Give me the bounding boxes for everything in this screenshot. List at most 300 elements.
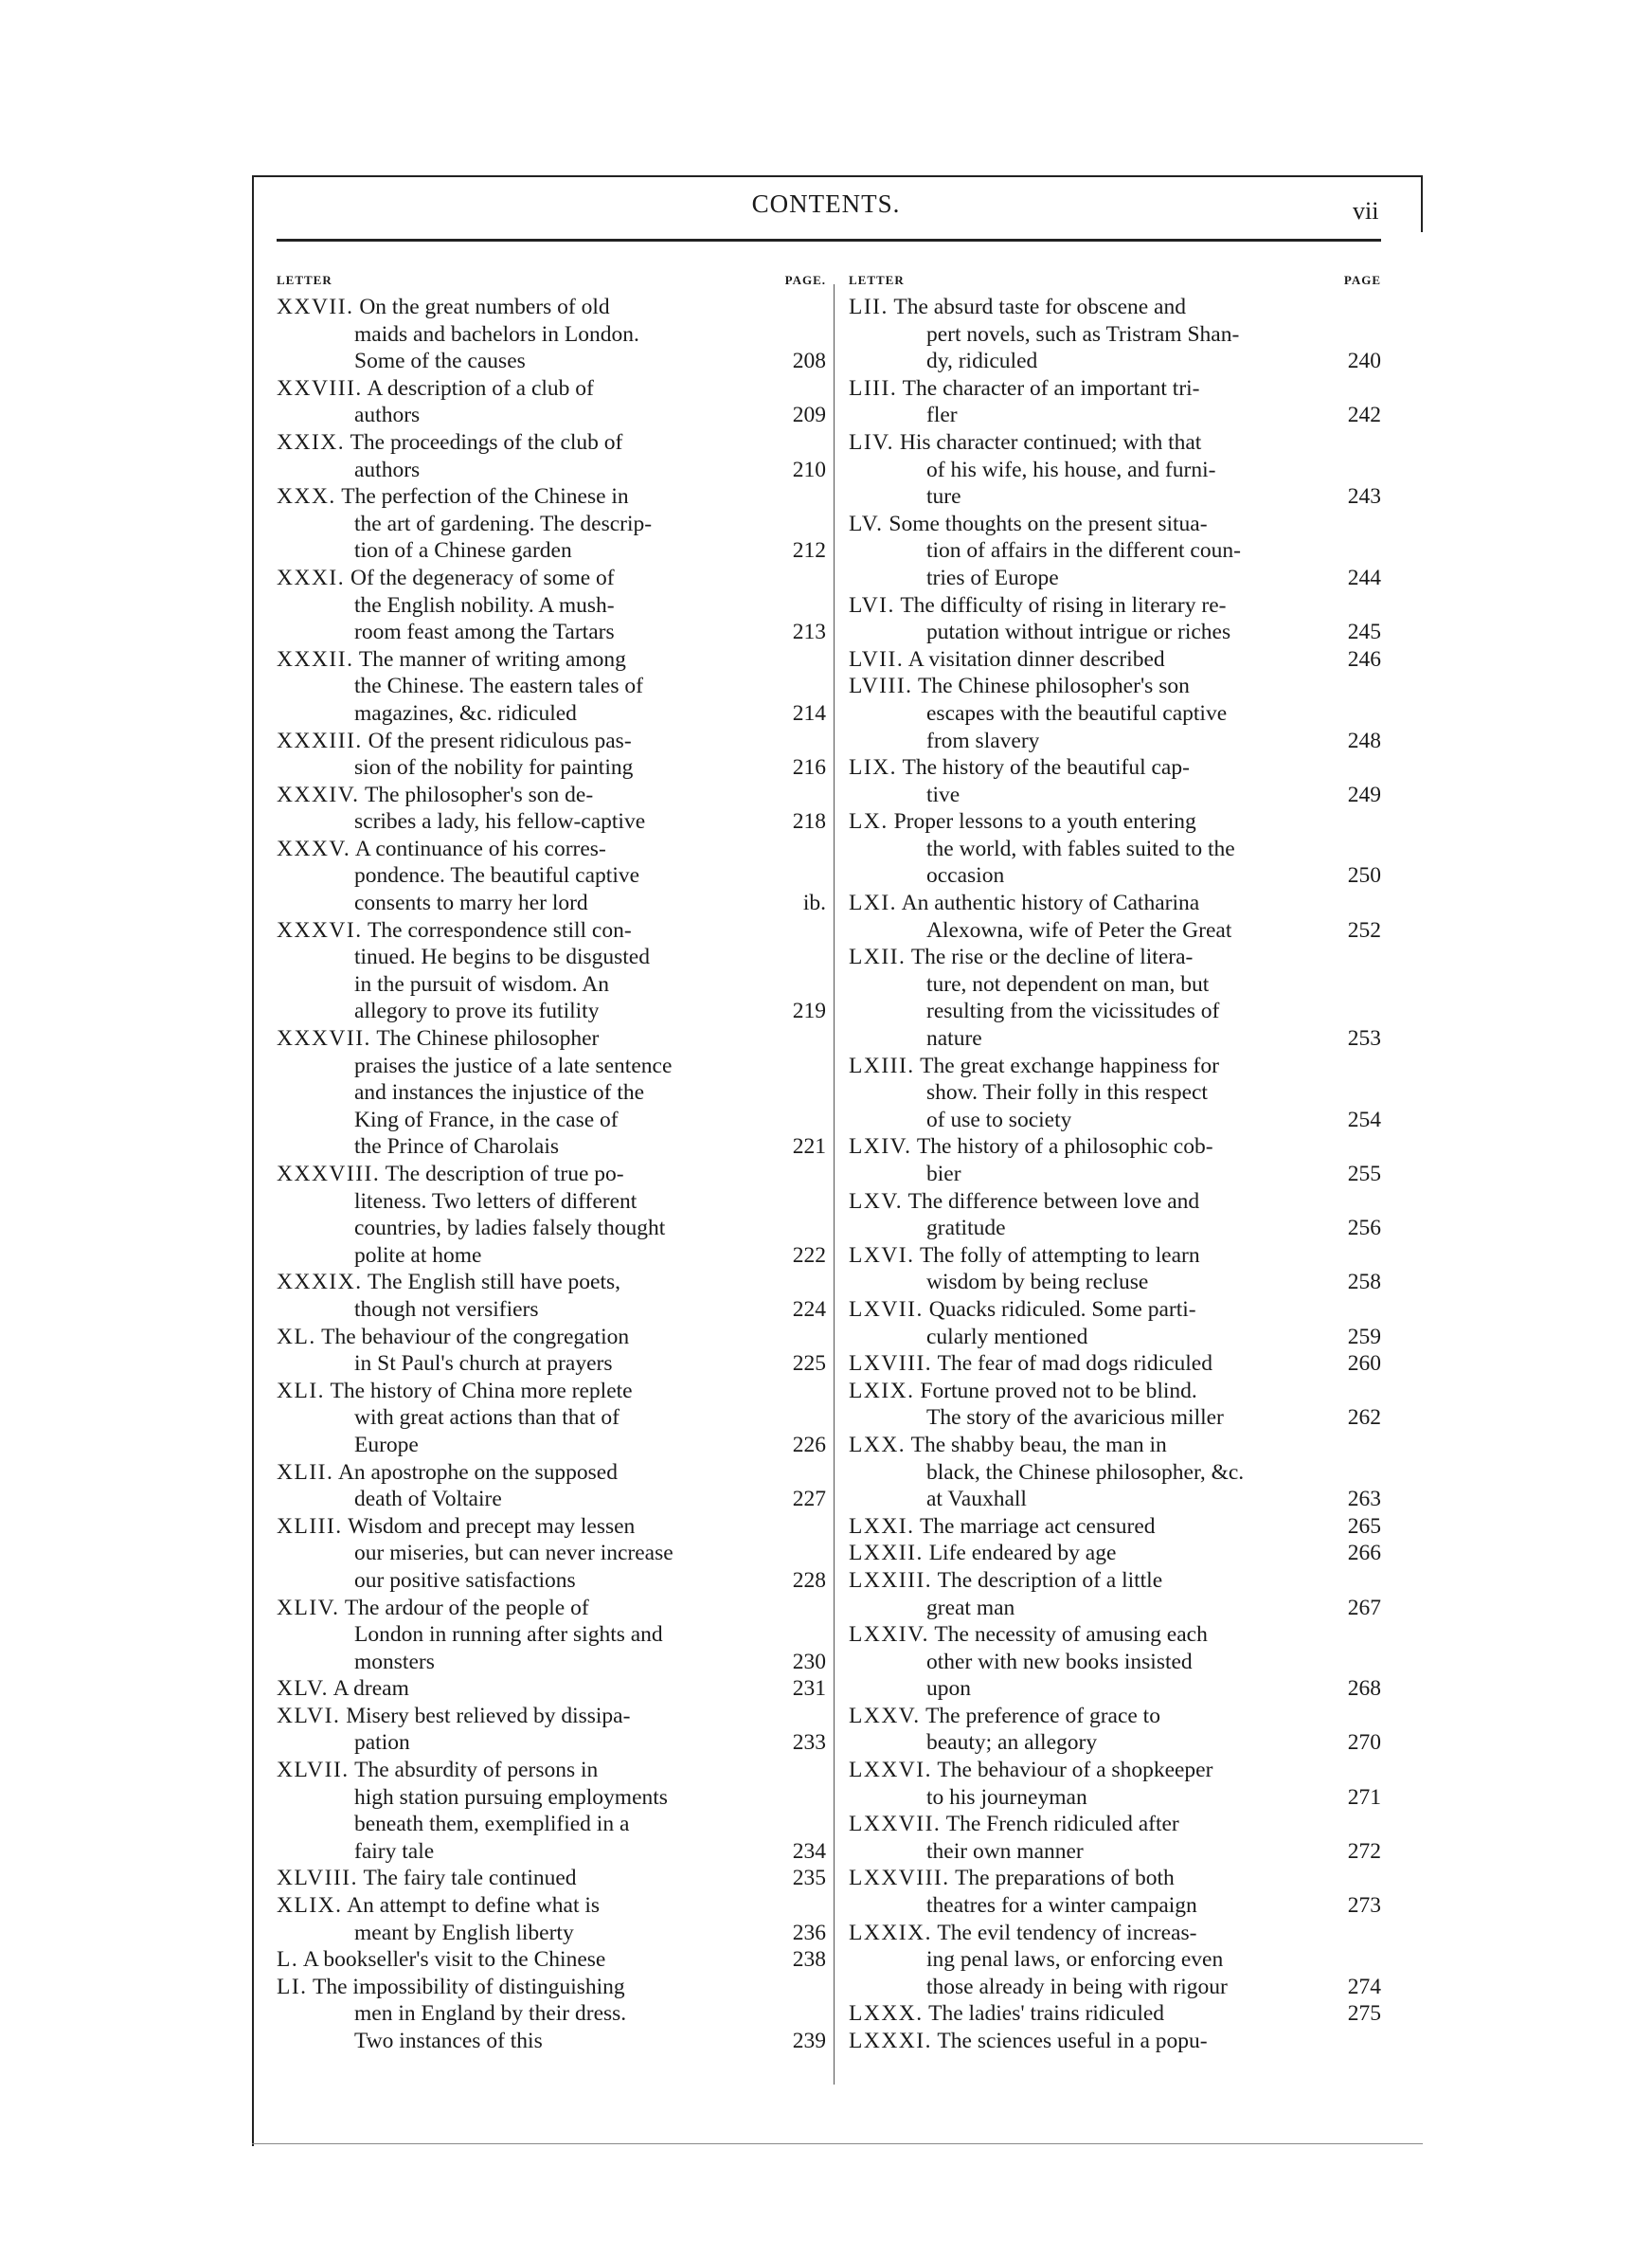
entry-text: in St Paul's church at prayers <box>354 1351 613 1377</box>
entry-text: resulting from the vicissitudes of <box>926 999 1220 1024</box>
entry-text: The character of an important tri- <box>902 375 1200 401</box>
page-ref: 270 <box>1347 1730 1381 1756</box>
entry-text: wisdom by being recluse <box>926 1270 1149 1295</box>
entry-text: the world, with fables suited to the <box>926 836 1235 861</box>
letter-number: LIII. <box>849 375 898 401</box>
contents-column-left <box>277 273 826 2055</box>
toc-entry-line <box>277 673 826 700</box>
toc-entry <box>849 1188 1381 1242</box>
entry-text: An authentic history of Catharina <box>901 891 1200 916</box>
letter-number: XL. <box>277 1324 316 1349</box>
letter-number: LXX. <box>849 1432 907 1457</box>
page-ref: 225 <box>792 1351 826 1377</box>
letter-number: XLI. <box>277 1378 326 1403</box>
toc-entry-line <box>849 511 1381 538</box>
header-underline <box>277 239 1381 242</box>
toc-entry-line <box>849 1459 1381 1487</box>
toc-entry-line <box>849 1079 1381 1107</box>
toc-entry-line <box>277 1161 826 1188</box>
toc-entry-line <box>277 1432 826 1459</box>
toc-entry-line <box>849 1432 1381 1459</box>
toc-entry-line <box>277 1838 826 1866</box>
toc-entry <box>849 1865 1381 1919</box>
toc-entry-line <box>849 1188 1381 1216</box>
page-ref: 273 <box>1347 1893 1381 1919</box>
toc-entry <box>849 944 1381 1052</box>
letter-number: XXXII. <box>277 646 354 672</box>
toc-entry-line <box>277 646 826 674</box>
entry-text: our positive satisfactions <box>354 1567 576 1593</box>
column-header-page: PAGE <box>1343 273 1381 287</box>
entry-text: Alexowna, wife of Peter the Great <box>926 917 1232 943</box>
entry-text: allegory to prove its futility <box>354 999 600 1024</box>
toc-entry-line <box>277 1649 826 1676</box>
entry-text: The folly of attempting to learn <box>919 1242 1200 1268</box>
entry-text: sion of the nobility for painting <box>354 755 634 781</box>
entry-text: The absurd taste for obscene and <box>893 295 1186 319</box>
letter-number: LV. <box>849 511 884 536</box>
entry-text: pation <box>354 1730 410 1756</box>
column-header <box>277 273 826 292</box>
entry-text: The impossibility of distinguishing <box>313 1974 625 1999</box>
letter-number: LVII. <box>849 646 905 672</box>
letter-number: LXXVI. <box>849 1758 932 1783</box>
page-ref: 271 <box>1347 1784 1381 1810</box>
entry-text: in the pursuit of wisdom. An <box>354 971 609 997</box>
toc-entry-line <box>277 1865 826 1892</box>
entry-text: The sciences useful in a popu- <box>937 2029 1208 2053</box>
page-ref: 256 <box>1347 1216 1381 1241</box>
entry-text: On the great numbers of old <box>359 295 610 319</box>
toc-entry-line <box>849 1595 1381 1622</box>
entry-text: A visitation dinner described <box>907 646 1165 672</box>
entry-text: A dream <box>332 1676 409 1702</box>
entry-text: ing penal laws, or enforcing even <box>926 1947 1224 1973</box>
toc-entry-line <box>277 2000 826 2028</box>
letter-number: LXXI. <box>849 1513 915 1539</box>
bottom-border-rule <box>252 2143 1423 2144</box>
toc-entry-line <box>277 1404 826 1432</box>
entry-text: cularly mentioned <box>926 1324 1088 1349</box>
toc-entry-line <box>849 700 1381 728</box>
page-ref: 249 <box>1347 782 1381 807</box>
toc-entry <box>849 1350 1381 1378</box>
entry-text: tries of Europe <box>926 565 1059 590</box>
column-header-page: PAGE. <box>784 273 826 287</box>
toc-entry <box>277 1892 826 1946</box>
page-ref: 226 <box>792 1432 826 1457</box>
toc-entry-line <box>277 971 826 999</box>
toc-entry-line <box>277 944 826 971</box>
toc-entry <box>849 1242 1381 1296</box>
entry-text: The difficulty of rising in literary re- <box>900 592 1227 618</box>
toc-entry-line <box>849 862 1381 890</box>
toc-entry-line <box>849 808 1381 836</box>
toc-entry <box>277 1757 826 1865</box>
entry-text: Of the degeneracy of some of <box>350 565 615 590</box>
letter-number: LXXII. <box>849 1541 924 1566</box>
toc-entry-line <box>849 1486 1381 1513</box>
entry-text: and instances the injustice of the <box>354 1080 645 1106</box>
toc-entry-line <box>849 1838 1381 1866</box>
toc-entry <box>849 2028 1381 2055</box>
toc-entry <box>849 1296 1381 1350</box>
toc-entry-line <box>849 1729 1381 1757</box>
letter-number: LXXIX. <box>849 1920 932 1945</box>
entry-text: tion of affairs in the different coun- <box>926 538 1241 564</box>
top-border-rule <box>252 175 1423 177</box>
toc-entry <box>849 511 1381 592</box>
toc-entry-line <box>277 1053 826 1080</box>
entry-text: the Chinese. The eastern tales of <box>354 674 643 699</box>
entry-text: The history of the beautiful cap- <box>902 755 1190 781</box>
page-ref: 274 <box>1347 1974 1381 1999</box>
entry-text: dy, ridiculed <box>926 349 1038 374</box>
toc-entry <box>277 1675 826 1703</box>
entry-text: An attempt to define what is <box>347 1893 601 1919</box>
toc-entry-line <box>277 1296 826 1324</box>
toc-entry <box>277 1513 826 1595</box>
letter-number: LXXIII. <box>849 1567 933 1593</box>
toc-entry <box>849 592 1381 646</box>
letter-number: LI. <box>277 1974 308 1999</box>
toc-entry-line <box>849 348 1381 375</box>
entry-text: Europe <box>354 1432 419 1457</box>
column-header-letter: LETTER <box>849 273 905 287</box>
page-ref: 268 <box>1347 1676 1381 1702</box>
toc-entry-line <box>277 1107 826 1134</box>
entry-text: from slavery <box>926 728 1040 753</box>
toc-entry <box>277 1595 826 1676</box>
page-ref: 219 <box>792 999 826 1024</box>
toc-entry-line <box>277 1350 826 1378</box>
toc-entry-line <box>849 1378 1381 1405</box>
page-ref: 236 <box>792 1920 826 1945</box>
toc-entry-line <box>849 1161 1381 1188</box>
toc-entry-line <box>277 457 826 484</box>
entry-text: show. Their folly in this respect <box>926 1080 1208 1106</box>
page-number: vii <box>1353 197 1379 225</box>
entry-text: beauty; an allegory <box>926 1730 1098 1756</box>
letter-number: LXVII. <box>849 1296 924 1322</box>
entry-text: maids and bachelors in London. <box>354 321 639 347</box>
entry-text: putation without intrigue or riches <box>926 620 1231 645</box>
entry-text: the English nobility. A mush- <box>354 592 615 618</box>
entry-text: fairy tale <box>354 1838 435 1864</box>
letter-number: XXXV. <box>277 836 351 861</box>
page-ref: 253 <box>1347 1026 1381 1052</box>
letter-number: LX. <box>849 809 889 835</box>
page-ref: 258 <box>1347 1270 1381 1295</box>
entry-text: The marriage act censured <box>919 1513 1156 1539</box>
toc-entry-line <box>849 1811 1381 1838</box>
toc-entry-line <box>277 1486 826 1513</box>
letter-number: LXXIV. <box>849 1622 929 1648</box>
letter-number: XXXI. <box>277 565 346 590</box>
page-ref: 262 <box>1347 1405 1381 1431</box>
page-ref: 234 <box>792 1838 826 1864</box>
page-ref: 214 <box>792 700 826 726</box>
entry-text: men in England by their dress. <box>354 2001 627 2027</box>
toc-entry-line <box>277 890 826 917</box>
entry-text: The perfection of the Chinese in <box>341 484 629 510</box>
toc-entry-line <box>849 1757 1381 1784</box>
page-ref: 240 <box>1347 349 1381 374</box>
toc-entry-line <box>277 1946 826 1974</box>
toc-entry-line <box>849 1513 1381 1541</box>
toc-entry-line <box>849 294 1381 321</box>
toc-entry-line <box>277 1595 826 1622</box>
toc-entry <box>277 1378 826 1459</box>
toc-entry-line <box>277 2028 826 2055</box>
entry-text: tion of a Chinese garden <box>354 538 572 564</box>
toc-entry-line <box>849 890 1381 917</box>
toc-entry <box>277 1974 826 2055</box>
entry-text: The Chinese philosopher's son <box>917 674 1190 699</box>
page-ref <box>1374 2028 1381 2055</box>
toc-entry-line <box>277 754 826 782</box>
page-ref: 227 <box>792 1487 826 1512</box>
page-ref: 245 <box>1347 620 1381 645</box>
toc-entry-line <box>277 1459 826 1487</box>
entry-text: Proper lessons to a youth entering <box>893 809 1196 835</box>
toc-entry <box>277 1161 826 1269</box>
entry-text: The rise or the decline of litera- <box>910 945 1194 970</box>
entry-text: Of the present ridiculous pas- <box>368 728 632 753</box>
toc-entry-line <box>849 1215 1381 1242</box>
entry-text: The story of the avaricious miller <box>926 1405 1224 1431</box>
entry-text: Life endeared by age <box>928 1541 1117 1566</box>
toc-entry-line <box>849 321 1381 349</box>
toc-entry <box>277 1703 826 1757</box>
page-ref: 242 <box>1347 403 1381 428</box>
entries-list <box>849 294 1381 2055</box>
toc-entry-line <box>849 2000 1381 2028</box>
entry-text: great man <box>926 1595 1015 1620</box>
toc-entry <box>277 1025 826 1161</box>
letter-number: LXII. <box>849 945 907 970</box>
toc-entry-line <box>277 1675 826 1703</box>
letter-number: LIX. <box>849 755 898 781</box>
toc-entry-line <box>277 1621 826 1649</box>
entry-text: The great exchange happiness for <box>920 1053 1219 1078</box>
entry-text: magazines, &c. ridiculed <box>354 700 577 726</box>
entry-text: London in running after sights and <box>354 1622 663 1648</box>
toc-entry-line <box>277 592 826 620</box>
entry-text: The ladies' trains ridiculed <box>928 2001 1165 2027</box>
entry-text: The preference of grace to <box>925 1703 1160 1728</box>
page-ref: 230 <box>792 1649 826 1674</box>
letter-number: XLVII. <box>277 1758 350 1783</box>
letter-number: XXIX. <box>277 429 346 455</box>
toc-entry-line <box>849 1540 1381 1567</box>
toc-entry-line <box>277 619 826 646</box>
entry-text: Some of the causes <box>354 349 526 374</box>
toc-entry-line <box>277 808 826 836</box>
letter-number: L. <box>277 1947 299 1973</box>
toc-entry <box>277 1269 826 1323</box>
entry-text: meant by English liberty <box>354 1920 574 1945</box>
toc-entry-line <box>849 754 1381 782</box>
toc-entry <box>849 1757 1381 1811</box>
toc-entry <box>849 429 1381 511</box>
toc-entry <box>849 890 1381 944</box>
page-title: CONTENTS. <box>751 190 901 218</box>
toc-entry <box>849 2000 1381 2028</box>
toc-entry-line <box>277 1215 826 1242</box>
toc-entry-line <box>849 1107 1381 1134</box>
letter-number: XXVII. <box>277 295 354 319</box>
entry-text: occasion <box>926 863 1005 889</box>
entry-text: The fairy tale continued <box>363 1866 577 1891</box>
entry-text: their own manner <box>926 1838 1084 1864</box>
toc-entry-line <box>277 1540 826 1567</box>
toc-entry-line <box>849 1920 1381 1947</box>
entry-text: pert novels, such as Tristram Shan- <box>926 321 1240 347</box>
letter-number: XLV. <box>277 1676 329 1702</box>
toc-entry <box>849 1811 1381 1865</box>
page-ref: 248 <box>1347 728 1381 753</box>
toc-entry-line <box>277 700 826 728</box>
toc-entry <box>849 1920 1381 2001</box>
toc-entry-line <box>849 1242 1381 1270</box>
toc-entry <box>849 1567 1381 1621</box>
letter-number: XXX. <box>277 484 336 510</box>
entry-text: ture, not dependent on man, but <box>926 971 1210 997</box>
letter-number: XXXVIII. <box>277 1162 381 1186</box>
column-header-letter: LETTER <box>277 273 332 287</box>
entry-text: other with new books insisted <box>926 1649 1193 1674</box>
entry-text: The description of true po- <box>385 1162 624 1186</box>
entry-text: The Chinese philosopher <box>376 1026 600 1052</box>
toc-entry-line <box>277 402 826 429</box>
entry-text: The history of a philosophic cob- <box>916 1134 1213 1160</box>
contents-column-right <box>849 273 1381 2055</box>
page-ref: 233 <box>792 1730 826 1756</box>
page-ref: 254 <box>1347 1107 1381 1132</box>
letter-number: LXI. <box>849 891 898 916</box>
entry-text: the Prince of Charolais <box>354 1134 560 1160</box>
toc-entry-line <box>849 1946 1381 1974</box>
page-ref: 210 <box>792 457 826 482</box>
entry-text: King of France, in the case of <box>354 1107 619 1132</box>
entry-text: The difference between love and <box>907 1188 1200 1214</box>
toc-entry-line <box>277 1920 826 1947</box>
toc-entry-line <box>849 836 1381 863</box>
toc-entry <box>849 1621 1381 1703</box>
letter-number: LXIV. <box>849 1134 912 1160</box>
letter-number: XXXIV. <box>277 782 360 807</box>
toc-entry <box>849 1133 1381 1187</box>
toc-entry-line <box>277 1188 826 1216</box>
entry-text: at Vauxhall <box>926 1487 1027 1512</box>
entry-text: consents to marry her lord <box>354 891 588 916</box>
letter-number: XLII. <box>277 1459 334 1485</box>
toc-entry-line <box>277 917 826 945</box>
letter-number: LVI. <box>849 592 895 618</box>
entry-text: to his journeyman <box>926 1784 1087 1810</box>
toc-entry <box>277 375 826 429</box>
toc-entry-line <box>849 1296 1381 1324</box>
toc-entry-line <box>849 1269 1381 1296</box>
entry-text: The English still have poets, <box>368 1270 620 1295</box>
letter-number: LVIII. <box>849 674 913 699</box>
entry-text: tive <box>926 782 961 807</box>
entry-text: authors <box>354 457 421 482</box>
toc-entry <box>849 1540 1381 1567</box>
letter-number: LII. <box>849 295 889 319</box>
page-ref: 218 <box>792 809 826 835</box>
page-ref: 231 <box>792 1676 826 1702</box>
entry-text: Wisdom and precept may lessen <box>348 1513 636 1539</box>
entry-text: Quacks ridiculed. Some parti- <box>928 1296 1196 1322</box>
toc-entry-line <box>849 1974 1381 2001</box>
toc-entry <box>277 429 826 483</box>
toc-entry-line <box>849 402 1381 429</box>
entry-text: beneath them, exemplified in a <box>354 1812 630 1837</box>
entry-text: pondence. The beautiful captive <box>354 863 640 889</box>
letter-number: XXXIX. <box>277 1270 363 1295</box>
toc-entry-line <box>277 348 826 375</box>
page-ref: 221 <box>792 1134 826 1160</box>
entry-text: authors <box>354 403 421 428</box>
toc-entry-line <box>849 1784 1381 1812</box>
toc-entry <box>277 917 826 1025</box>
toc-entry-line <box>277 1133 826 1161</box>
toc-entry <box>277 565 826 646</box>
entry-text: The preparations of both <box>955 1866 1175 1891</box>
page-ref: 260 <box>1347 1351 1381 1377</box>
toc-entry-line <box>277 294 826 321</box>
page-ref: 252 <box>1347 917 1381 943</box>
toc-entry-line <box>277 1025 826 1053</box>
page-ref: 224 <box>792 1296 826 1322</box>
entry-text: liteness. Two letters of different <box>354 1188 637 1214</box>
entry-text: escapes with the beautiful captive <box>926 700 1228 726</box>
letter-number: XXVIII. <box>277 375 363 401</box>
toc-entry-line <box>849 1324 1381 1351</box>
entry-text: bier <box>926 1162 961 1186</box>
letter-number: LXIII. <box>849 1053 915 1078</box>
page-ref: 272 <box>1347 1838 1381 1864</box>
letter-number: LXIX. <box>849 1378 915 1403</box>
toc-entry-line <box>849 944 1381 971</box>
entry-text: The shabby beau, the man in <box>910 1432 1167 1457</box>
toc-entry-line <box>277 1757 826 1784</box>
entry-text: The behaviour of a shopkeeper <box>937 1758 1213 1783</box>
letter-number: LXXV. <box>849 1703 921 1728</box>
toc-entry-line <box>849 1675 1381 1703</box>
page-ref: 222 <box>792 1242 826 1268</box>
toc-entry-line <box>277 1324 826 1351</box>
toc-entry-line <box>277 1811 826 1838</box>
toc-entry <box>849 808 1381 890</box>
letter-number: LXXVII. <box>849 1812 942 1837</box>
column-header <box>849 273 1381 292</box>
entry-text: ture <box>926 484 961 510</box>
letter-number: XXXIII. <box>277 728 363 753</box>
page-ref: 213 <box>792 620 826 645</box>
letter-number: LXXXI. <box>849 2029 932 2053</box>
toc-entry-line <box>849 1025 1381 1053</box>
entry-text: death of Voltaire <box>354 1487 502 1512</box>
entry-text: The French ridiculed after <box>945 1812 1179 1837</box>
toc-entry-line <box>849 1621 1381 1649</box>
entry-text: upon <box>926 1676 971 1702</box>
entry-text: The necessity of amusing each <box>934 1622 1208 1648</box>
entry-text: A bookseller's visit to the Chinese <box>302 1947 606 1973</box>
entry-text: Misery best relieved by dissipa- <box>346 1703 631 1728</box>
